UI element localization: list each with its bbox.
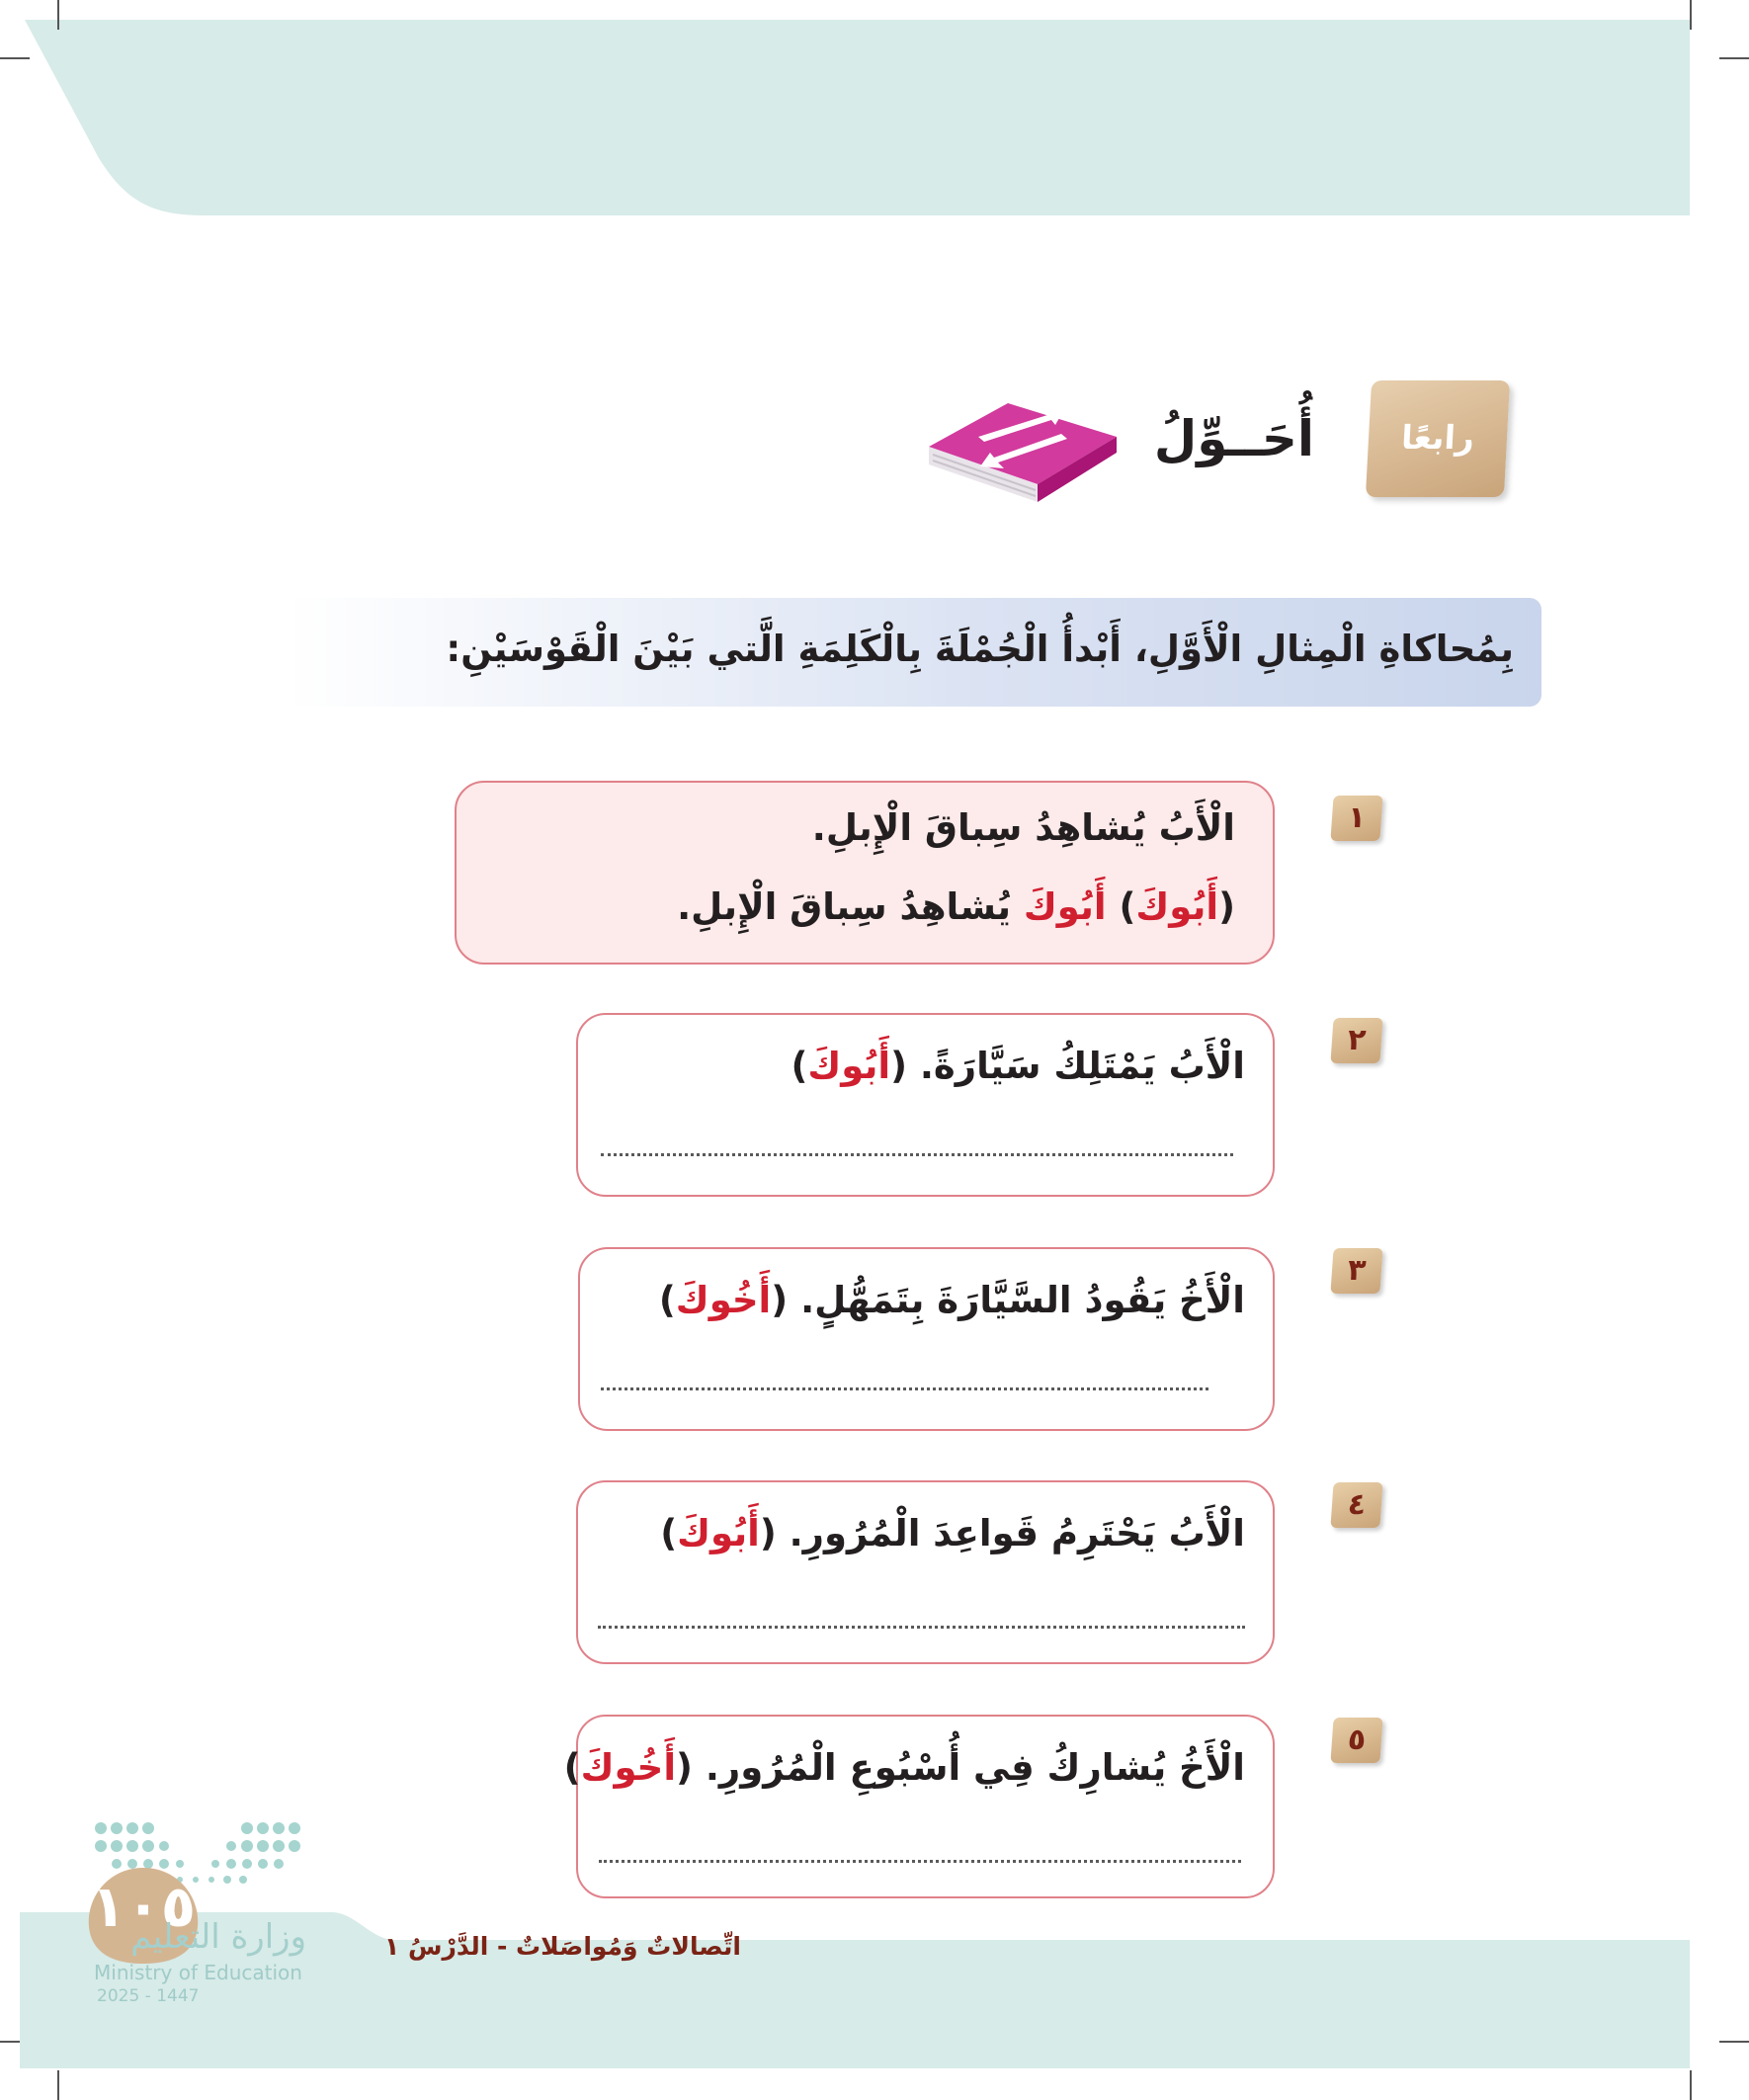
exercise-sentence: الْأَخُ يَقُودُ السَّيَّارَةَ بِتَمَهُّلٍ. xyxy=(800,1279,1245,1321)
exercise-box-3 xyxy=(578,1247,1275,1431)
hint-close-paren: ) xyxy=(791,1045,808,1087)
exercise-number-badge: ١ xyxy=(1330,796,1382,841)
hint-word: أَخُوكَ xyxy=(580,1746,677,1789)
exercise-sentence: الْأَبُ يُشاهِدُ سِباقَ الْإِبلِ. xyxy=(811,806,1235,849)
exercise-sentence: الْأَبُ يَمْتَلِكُ سَيَّارَةً. xyxy=(919,1045,1245,1087)
instruction-bar xyxy=(287,598,1541,707)
exercise-number-badge: ٤ xyxy=(1330,1482,1382,1528)
hint-word: أَبُوكَ xyxy=(1135,885,1219,928)
hint-open-paren: ( xyxy=(771,1279,789,1321)
hint-word: أَبُوكَ xyxy=(677,1512,760,1554)
hint-open-paren: ( xyxy=(890,1045,907,1087)
section-badge xyxy=(1366,380,1510,497)
crop-mark xyxy=(1690,0,1692,30)
crop-mark xyxy=(0,57,30,59)
edition-year: 2025 - 1447 xyxy=(97,1986,200,2006)
hint-open-paren: ( xyxy=(676,1746,693,1789)
exercise-box-2 xyxy=(576,1013,1275,1197)
answer-line[interactable] xyxy=(599,1860,1241,1863)
hint-word: أَبُوكَ xyxy=(807,1045,891,1087)
exercise-box-1 xyxy=(455,781,1275,965)
exercise-sentence: الْأَبُ يَحْتَرِمُ قَواعِدَ الْمُرُورِ. xyxy=(789,1512,1245,1554)
answer-line[interactable] xyxy=(598,1626,1245,1629)
exercise-number-badge: ٢ xyxy=(1330,1018,1382,1063)
transform-book-icon xyxy=(919,385,1126,504)
hint-close-paren: ) xyxy=(658,1279,676,1321)
hint-close-paren: ) xyxy=(563,1746,581,1789)
hint-open-paren: ( xyxy=(759,1512,777,1554)
ministry-name-arabic: وزارة التعليم xyxy=(130,1917,306,1957)
exercise-sentence: الْأَخُ يُشارِكُ فِي أُسْبُوعِ الْمُرُورِ. xyxy=(705,1746,1245,1789)
section-title: أُحَــوِّلُ xyxy=(1153,410,1314,467)
answer-line[interactable] xyxy=(601,1153,1233,1156)
hint-close-paren: ) xyxy=(1119,885,1136,928)
ministry-name-english: Ministry of Education xyxy=(94,1961,302,1984)
exercise-number-badge: ٥ xyxy=(1330,1718,1382,1763)
top-decorative-band xyxy=(0,0,1749,217)
hint-open-paren: ( xyxy=(1218,885,1235,928)
instruction-text: بِمُحاكاةِ الْمِثالِ الْأَوَّلِ، أَبْدأُ الْجُمْلَةَ بِالْكَلِمَةِ الَّتي بَيْنَ الْقَوْسَيْنِ: xyxy=(446,628,1514,670)
page-number: ١٠٥ xyxy=(90,1873,197,1940)
crop-mark xyxy=(1719,57,1749,59)
exercise-line xyxy=(791,1045,1245,1087)
answer-line[interactable] xyxy=(601,1387,1208,1390)
exercise-line xyxy=(659,1279,1245,1321)
footer-lesson-title: اتِّصالاتٌ وَمُواصَلاتٌ - الدَّرْسُ ١ xyxy=(384,1932,741,1961)
exercise-line xyxy=(660,1512,1245,1554)
exercise-line xyxy=(564,1746,1245,1789)
exercise-number-badge: ٣ xyxy=(1330,1248,1382,1294)
crop-mark xyxy=(57,0,59,30)
hint-word: أَخُوكَ xyxy=(675,1279,772,1321)
answer-rest: يُشاهِدُ سِباقَ الْإِبلِ. xyxy=(677,885,1011,928)
exercise-box-5 xyxy=(563,1715,1275,1898)
exercise-box-4 xyxy=(576,1480,1275,1664)
worked-answer xyxy=(677,885,1235,928)
hint-close-paren: ) xyxy=(660,1512,678,1554)
section-badge-label: رابعًا xyxy=(1400,418,1475,457)
answer-subject: أَبُوكَ xyxy=(1023,885,1107,928)
